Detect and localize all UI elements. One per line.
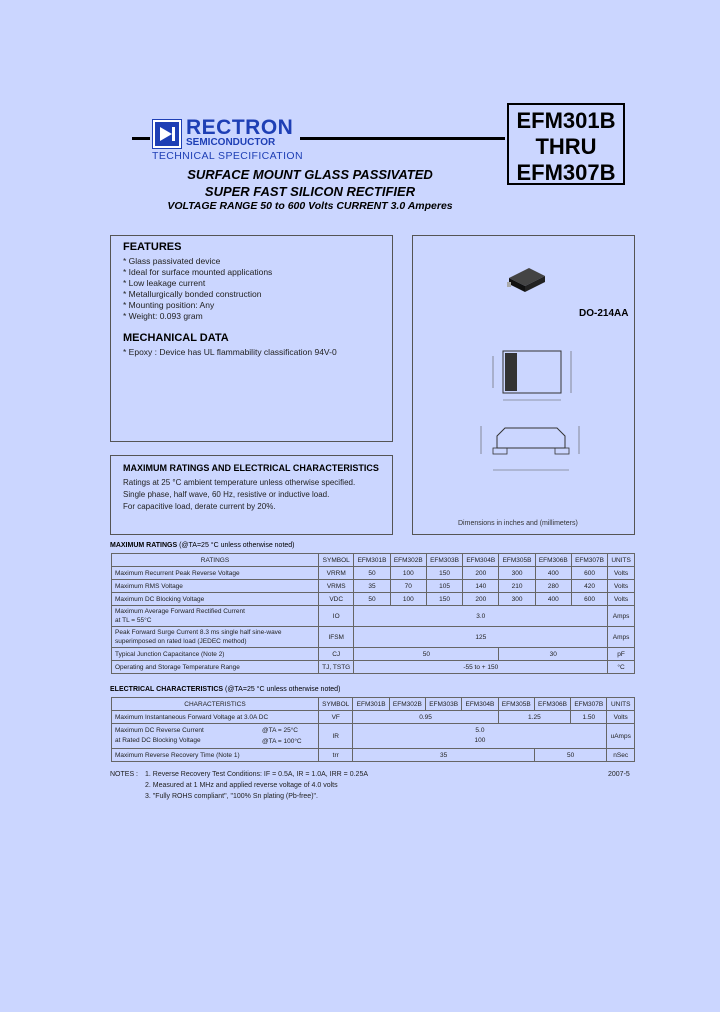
header-cell: EFM303B <box>426 698 462 711</box>
avg-label-1: Maximum Average Forward Rectified Current <box>115 608 245 615</box>
row-value: 3.0 <box>354 606 608 627</box>
table-row <box>112 627 635 648</box>
notes-label: NOTES : <box>110 771 139 778</box>
header-cell: EFM304B <box>462 698 498 711</box>
feature-item: * Low leakage current <box>123 278 206 288</box>
features-box <box>110 235 393 442</box>
ir-cond-1: @TA = 25°C <box>262 727 298 734</box>
title-line-3: VOLTAGE RANGE 50 to 600 Volts CURRENT 3.0 Amperes <box>167 200 453 212</box>
feature-item: * Metallurgically bonded construction <box>123 289 262 299</box>
row-value: 150 <box>426 593 462 606</box>
row-value: 30 <box>499 648 608 661</box>
ratings-heading: MAXIMUM RATINGS AND ELECTRICAL CHARACTERISTICS <box>123 463 379 473</box>
mech-heading: MECHANICAL DATA <box>123 332 229 344</box>
elec-caption-bold: ELECTRICAL CHARACTERISTICS <box>110 686 224 693</box>
ratings-line: Ratings at 25 °C ambient temperature unless otherwise specified. <box>123 478 356 487</box>
avg-label-2: at TL = 55°C <box>115 617 152 624</box>
header-cell: EFM302B <box>389 698 425 711</box>
surge-label-2: superimposed on rated load (JEDEC method) <box>115 638 247 645</box>
row-label <box>112 724 319 749</box>
row-value: 0.95 <box>353 711 498 724</box>
brand-name: RECTRON <box>186 116 294 139</box>
note-item: 2. Measured at 1 MHz and applied reverse voltage of 4.0 volts <box>145 782 338 789</box>
row-value: 35 <box>354 580 390 593</box>
row-symbol: VF <box>319 711 353 724</box>
brand-spec: TECHNICAL SPECIFICATION <box>152 150 303 162</box>
row-value: 300 <box>499 567 535 580</box>
part-line-3: EFM307B <box>516 160 616 185</box>
table-row <box>112 606 635 627</box>
row-symbol: TJ, TSTG <box>319 661 354 674</box>
row-value: 600 <box>571 593 607 606</box>
row-label: Operating and Storage Temperature Range <box>112 661 319 674</box>
feature-item: * Ideal for surface mounted applications <box>123 267 273 277</box>
row-unit: Volts <box>608 567 635 580</box>
row-value: 50 <box>354 593 390 606</box>
header-cell: EFM304B <box>463 554 499 567</box>
row-value: 35 <box>353 749 534 762</box>
header-cell: EFM305B <box>499 554 535 567</box>
table-row <box>112 580 635 593</box>
row-value: 400 <box>535 567 571 580</box>
header-cell: SYMBOL <box>319 698 353 711</box>
row-unit: Amps <box>608 606 635 627</box>
header-cell: EFM302B <box>390 554 426 567</box>
elec-caption-rest: (@TA=25 °C unless otherwise noted) <box>223 686 341 693</box>
row-label: Typical Junction Capacitance (Note 2) <box>112 648 319 661</box>
row-unit: pF <box>608 648 635 661</box>
row-symbol: IR <box>319 724 353 749</box>
row-unit: nSec <box>607 749 635 762</box>
row-unit: Amps <box>608 627 635 648</box>
row-label <box>112 627 319 648</box>
row-value: 140 <box>463 580 499 593</box>
surge-label-1: Peak Forward Surge Current 8.3 ms single half sine-wave <box>115 629 282 636</box>
features-heading: FEATURES <box>123 241 182 253</box>
header-cell: EFM307B <box>571 698 607 711</box>
note-item: 3. "Fully ROHS compliant", "100% Sn plating (Pb-free)". <box>145 793 318 800</box>
row-symbol: VDC <box>319 593 354 606</box>
row-value: 105 <box>426 580 462 593</box>
row-symbol: IO <box>319 606 354 627</box>
max-table-caption <box>110 542 295 549</box>
row-value <box>353 724 607 749</box>
row-symbol: VRRM <box>319 567 354 580</box>
row-label: Maximum Recurrent Peak Reverse Voltage <box>112 567 319 580</box>
note-item: 1. Reverse Recovery Test Conditions: IF = 0.5A, IR = 1.0A, IRR = 0.25A <box>145 771 369 778</box>
package-drawing <box>433 336 623 506</box>
ratings-box <box>110 455 393 535</box>
row-unit: uAmps <box>607 724 635 749</box>
table-row <box>112 593 635 606</box>
row-value: 200 <box>463 567 499 580</box>
row-label <box>112 606 319 627</box>
header-cell: EFM305B <box>498 698 534 711</box>
row-value: 70 <box>390 580 426 593</box>
doc-date: 2007-5 <box>608 771 630 778</box>
header-cell: CHARACTERISTICS <box>112 698 319 711</box>
table-header-row <box>112 698 635 711</box>
row-label: Maximum Reverse Recovery Time (Note 1) <box>112 749 319 762</box>
logo-rule-left <box>132 137 150 140</box>
row-symbol: CJ <box>319 648 354 661</box>
row-value: 600 <box>571 567 607 580</box>
rectron-logo-icon <box>152 119 182 149</box>
row-value: 1.25 <box>498 711 571 724</box>
table-row <box>112 749 635 762</box>
row-value: 1.50 <box>571 711 607 724</box>
table-row <box>112 661 635 674</box>
part-line-1: EFM301B <box>516 108 616 133</box>
header-cell: EFM306B <box>535 554 571 567</box>
header-cell: EFM307B <box>571 554 607 567</box>
header-cell: EFM301B <box>353 698 389 711</box>
header-cell: EFM301B <box>354 554 390 567</box>
row-value: -55 to + 150 <box>354 661 608 674</box>
row-value: 200 <box>463 593 499 606</box>
feature-item: * Glass passivated device <box>123 256 221 266</box>
table-row <box>112 711 635 724</box>
feature-item: * Mounting position: Any <box>123 300 215 310</box>
table-row <box>112 567 635 580</box>
table-row <box>112 724 635 749</box>
row-unit: Volts <box>607 711 635 724</box>
ir-label-2: at Rated DC Blocking Voltage <box>115 737 201 744</box>
package-box <box>412 235 635 535</box>
row-value: 400 <box>535 593 571 606</box>
max-ratings-table <box>111 553 635 674</box>
row-symbol: VRMS <box>319 580 354 593</box>
row-value: 420 <box>571 580 607 593</box>
row-unit: Volts <box>608 593 635 606</box>
header-cell: SYMBOL <box>319 554 354 567</box>
title-line-1: SURFACE MOUNT GLASS PASSIVATED <box>187 167 433 182</box>
row-value: 210 <box>499 580 535 593</box>
row-value: 50 <box>534 749 607 762</box>
brand-sub: SEMICONDUCTOR <box>186 137 276 148</box>
header-cell: UNITS <box>608 554 635 567</box>
header-cell: UNITS <box>607 698 635 711</box>
max-caption-rest: (@TA=25 °C unless otherwise noted) <box>177 542 295 549</box>
row-value: 125 <box>354 627 608 648</box>
title-line-2: SUPER FAST SILICON RECTIFIER <box>204 184 416 199</box>
header-cell: EFM306B <box>534 698 570 711</box>
row-unit: Volts <box>608 580 635 593</box>
row-symbol: trr <box>319 749 353 762</box>
package-name: DO-214AA <box>579 308 629 319</box>
row-value: 300 <box>499 593 535 606</box>
row-value: 100 <box>390 593 426 606</box>
ratings-line: For capacitive load, derate current by 20%. <box>123 502 276 511</box>
elec-table-caption <box>110 686 340 693</box>
header-cell: EFM303B <box>426 554 462 567</box>
row-label: Maximum RMS Voltage <box>112 580 319 593</box>
row-value: 100 <box>390 567 426 580</box>
dimensions-note: Dimensions in inches and (millimeters) <box>458 520 578 527</box>
row-unit: °C <box>608 661 635 674</box>
ir-value-1: 5.0 <box>475 727 485 734</box>
table-row <box>112 648 635 661</box>
electrical-table <box>111 697 635 762</box>
ir-cond-2: @TA = 100°C <box>262 738 302 745</box>
max-caption-bold: MAXIMUM RATINGS <box>110 542 178 549</box>
logo-rule-right <box>300 137 505 140</box>
row-value: 150 <box>426 567 462 580</box>
row-label: Maximum Instantaneous Forward Voltage at 3.0A DC <box>112 711 319 724</box>
row-value: 280 <box>535 580 571 593</box>
ratings-line: Single phase, half wave, 60 Hz, resistive or inductive load. <box>123 490 330 499</box>
header-cell: RATINGS <box>112 554 319 567</box>
ir-value-2: 100 <box>474 737 486 744</box>
row-value: 50 <box>354 567 390 580</box>
table-header-row <box>112 554 635 567</box>
mech-item: * Epoxy : Device has UL flammability classification 94V-0 <box>123 347 337 357</box>
row-symbol: IFSM <box>319 627 354 648</box>
part-line-2: THRU <box>535 134 597 159</box>
ir-label-1: Maximum DC Reverse Current <box>115 727 204 734</box>
row-value: 50 <box>354 648 499 661</box>
feature-item: * Weight: 0.093 gram <box>123 311 203 321</box>
row-label: Maximum DC Blocking Voltage <box>112 593 319 606</box>
package-photo <box>505 264 549 296</box>
